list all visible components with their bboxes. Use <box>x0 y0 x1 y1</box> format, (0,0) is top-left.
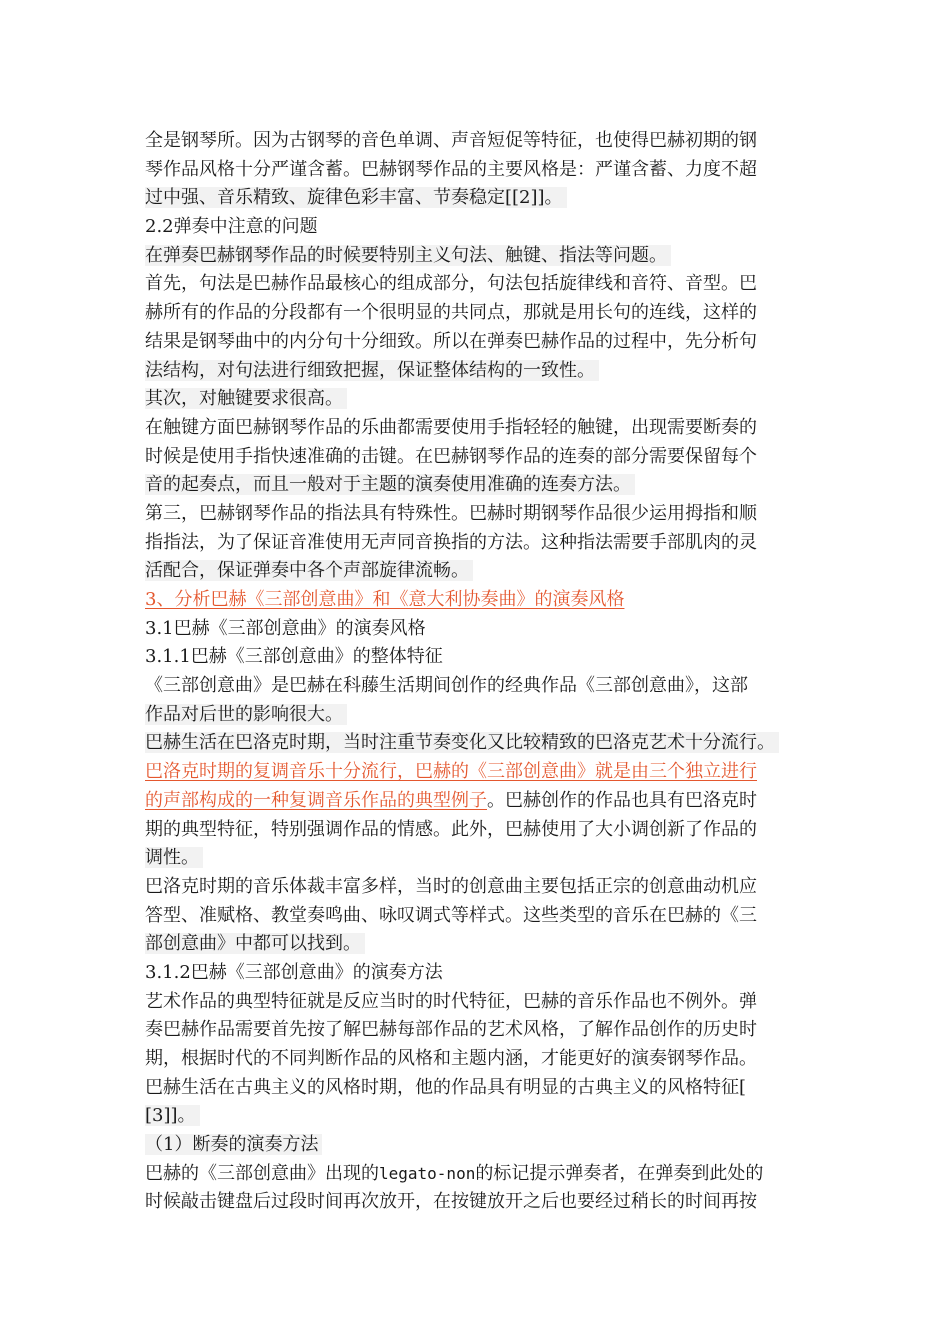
text-run: 在触键方面巴赫钢琴作品的乐曲都需要使用手指轻轻的触键，出现需要断奏的 <box>145 416 757 438</box>
text-run: 巴赫生活在古典主义的风格时期，他的作品具有明显的古典主义的风格特征[ <box>145 1076 747 1098</box>
text-line <box>145 557 810 586</box>
heading-text: 3.1巴赫《三部创意曲》的演奏风格 <box>145 617 426 639</box>
text-run: 答型、准赋格、教堂奏鸣曲、咏叹调式等样式。这些类型的音乐在巴赫的《三 <box>145 904 757 926</box>
text-line <box>145 156 810 185</box>
text-line <box>145 328 810 357</box>
text-line <box>145 385 810 414</box>
text-line <box>145 357 810 386</box>
text-run: 部创意曲》中都可以找到。 <box>145 933 365 954</box>
text-run: 奏巴赫作品需要首先按了解巴赫每部作品的艺术风格，了解作品创作的历史时 <box>145 1019 757 1041</box>
text-run: 期的典型特征，特别强调作品的情感。此外，巴赫使用了大小调创新了作品的 <box>145 818 757 840</box>
text-line <box>145 873 810 902</box>
link-text[interactable]: 的声部构成的一种复调音乐作品的典型例子 <box>145 789 487 811</box>
text-line <box>145 242 810 271</box>
text-run: 时候是使用手指快速准确的击键。在巴赫钢琴作品的连奏的部分需要保留每个 <box>145 445 757 467</box>
text-run: 期，根据时代的不同判断作品的风格和主题内涵，才能更好的演奏钢琴作品。 <box>145 1048 757 1069</box>
text-line <box>145 787 810 816</box>
text-line <box>145 844 810 873</box>
text-run: 巴洛克时期的音乐体裁丰富多样，当时的创意曲主要包括正宗的创意曲动机应 <box>145 875 757 897</box>
text-line <box>145 471 810 500</box>
text-run: 《三部创意曲》是巴赫在科藤生活期间创作的经典作品《三部创意曲》，这部 <box>145 675 748 697</box>
text-run: 首先，句法是巴赫作品最核心的组成部分，句法包括旋律线和音符、音型。巴 <box>145 273 757 295</box>
text-run: 其次，对触键要求很高。 <box>145 388 347 409</box>
text-run: 时候敲击键盘后过段时间再次放开，在按键放开之后也要经过稍长的时间再按 <box>145 1191 757 1213</box>
text-line <box>145 930 810 959</box>
section-heading-3-1-1 <box>145 643 810 672</box>
link-line[interactable] <box>145 758 810 787</box>
text-line <box>145 729 810 758</box>
text-run: 调性。 <box>145 847 203 868</box>
text-line <box>145 270 810 299</box>
text-run: 在弹奏巴赫钢琴作品的时候要特别主义句法、触键、指法等问题。 <box>145 245 671 266</box>
text-run: 作品对后世的影响很大。 <box>145 704 347 725</box>
text-run: 巴赫的《三部创意曲》出现的 <box>145 1162 379 1184</box>
text-run: 赫所有的作品的分段都有一个很明显的共同点，那就是用长句的连线，这样的 <box>145 302 757 324</box>
text-line <box>145 988 810 1017</box>
link-text[interactable]: 巴洛克时期的复调音乐十分流行，巴赫的《三部创意曲》就是由三个独立进行 <box>145 761 757 783</box>
text-run: 。巴赫创作的作品也具有巴洛克时 <box>487 789 757 811</box>
text-run: 巴赫生活在巴洛克时期，当时注重节奏变化又比较精致的巴洛克艺术十分流行。 <box>145 732 779 753</box>
text-run: 琴作品风格十分严谨含蓄。巴赫钢琴作品的主要风格是：严谨含蓄、力度不超 <box>145 158 757 180</box>
text-run: 的标记提示弹奏者，在弹奏到此处的 <box>475 1162 764 1184</box>
text-line <box>145 1045 810 1074</box>
subheading-1 <box>145 1131 810 1160</box>
heading-text: 3.1.1巴赫《三部创意曲》的整体特征 <box>145 646 443 668</box>
text-line <box>145 127 810 156</box>
latin-term: legato-non <box>379 1163 476 1183</box>
text-run: 过中强、音乐精致、旋律色彩丰富、节奏稳定[[2]]。 <box>145 187 567 208</box>
text-run: 艺术作品的典型特征就是反应当时的时代特征，巴赫的音乐作品也不例外。弹 <box>145 990 757 1012</box>
section-heading-2-2 <box>145 213 810 242</box>
text-line <box>145 902 810 931</box>
section-heading-3-link[interactable] <box>145 586 810 615</box>
text-run: 指指法，为了保证音准使用无声同音换指的方法。这种指法需要手部肌肉的灵 <box>145 531 757 553</box>
text-line <box>145 701 810 730</box>
text-line <box>145 184 810 213</box>
heading-text: （1）断奏的演奏方法 <box>145 1134 322 1155</box>
text-run: 结果是钢琴曲中的内分句十分细致。所以在弹奏巴赫作品的过程中，先分析句 <box>145 330 757 352</box>
section-heading-3-1 <box>145 615 810 644</box>
text-line <box>145 443 810 472</box>
text-line <box>145 1160 810 1189</box>
document-body <box>145 127 810 1217</box>
text-line <box>145 1016 810 1045</box>
text-run: 活配合，保证弹奏中各个声部旋律流畅。 <box>145 560 473 581</box>
text-line <box>145 1074 810 1103</box>
text-run: 音的起奏点，而且一般对于主题的演奏使用准确的连奏方法。 <box>145 474 635 495</box>
text-line <box>145 816 810 845</box>
section-heading-3-1-2 <box>145 959 810 988</box>
text-line <box>145 672 810 701</box>
text-line <box>145 299 810 328</box>
heading-text: 3.1.2巴赫《三部创意曲》的演奏方法 <box>145 961 443 983</box>
text-run: 全是钢琴所。因为古钢琴的音色单调、声音短促等特征，也使得巴赫初期的钢 <box>145 130 757 151</box>
text-run: [3]]。 <box>145 1105 200 1126</box>
text-line <box>145 1188 810 1217</box>
text-line <box>145 500 810 529</box>
text-line <box>145 414 810 443</box>
heading-link-text[interactable]: 3、分析巴赫《三部创意曲》和《意大利协奏曲》的演奏风格 <box>145 589 625 610</box>
text-line <box>145 529 810 558</box>
heading-text: 2.2弹奏中注意的问题 <box>145 216 318 238</box>
text-line <box>145 1102 810 1131</box>
text-run: 第三，巴赫钢琴作品的指法具有特殊性。巴赫时期钢琴作品很少运用拇指和顺 <box>145 502 757 524</box>
text-run: 法结构，对句法进行细致把握，保证整体结构的一致性。 <box>145 360 599 381</box>
